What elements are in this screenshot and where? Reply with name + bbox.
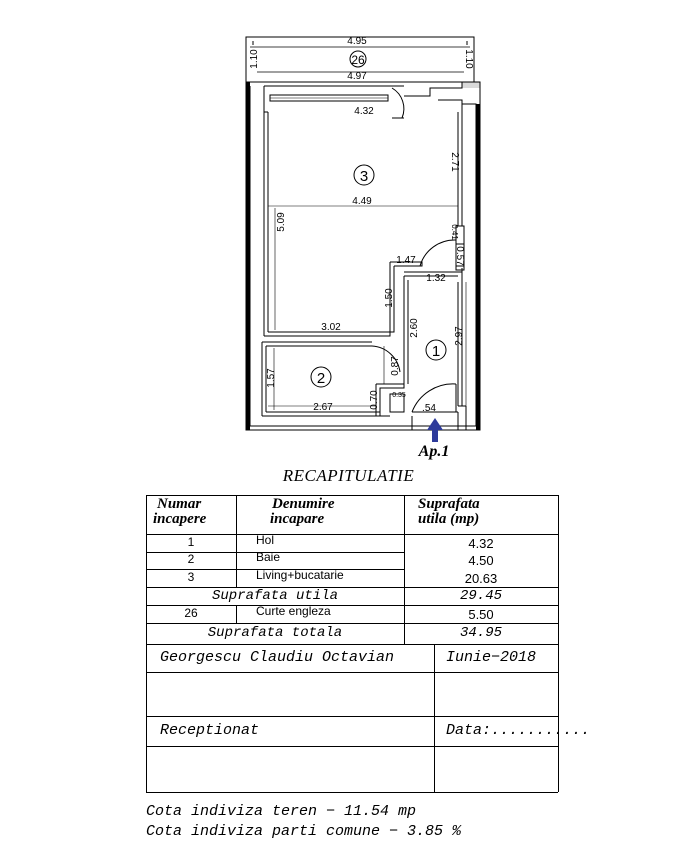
dim-top-height-right: 1.10 bbox=[463, 49, 474, 69]
header-name-line2: incapare bbox=[270, 511, 325, 527]
room-row-2-area: 4.50 bbox=[468, 553, 494, 568]
useful-area-label: Suprafata utila bbox=[211, 588, 339, 604]
dim-top-width: 4.95 bbox=[347, 36, 367, 47]
room-row-1-area: 4.32 bbox=[468, 536, 494, 551]
header-area-line1: Suprafata bbox=[418, 496, 480, 512]
dim-living-right-height: 2.71 bbox=[449, 152, 460, 172]
room-row-1-name: Hol bbox=[256, 533, 275, 547]
header-area-line2: utila (mp) bbox=[418, 511, 480, 527]
dim-hol-step-small: 0.41 bbox=[450, 224, 459, 240]
header-number bbox=[153, 497, 235, 527]
dim-baie-height: 1.57 bbox=[266, 368, 277, 388]
dim-baie-width: 2.67 bbox=[313, 402, 333, 413]
total-area-label: Suprafata totala bbox=[207, 625, 343, 641]
dim-hol-top-width-a: 1.47 bbox=[396, 255, 416, 266]
received-date-label: Data:........... bbox=[446, 722, 591, 739]
room-row-1-number: 1 bbox=[187, 535, 195, 549]
dim-curte-bottom-width: 4.97 bbox=[347, 71, 367, 82]
dim-kitchen-bottom-width: 3.02 bbox=[321, 322, 341, 333]
header-number-line2: incapere bbox=[153, 511, 207, 527]
received-label: Receptionat bbox=[160, 722, 260, 739]
header-number-line1: Numar bbox=[157, 496, 202, 512]
dim-hol-step-height: 0.57 bbox=[454, 246, 465, 266]
dim-baie-door-height: 0.87 bbox=[390, 356, 401, 376]
entrance-arrow bbox=[427, 418, 443, 442]
total-area-value: 34.95 bbox=[459, 625, 502, 641]
hol-door-arc bbox=[420, 240, 456, 266]
dim-top-height-left: 1.10 bbox=[249, 49, 260, 69]
room-number-baie: 2 bbox=[316, 370, 326, 387]
room-row-3-number: 3 bbox=[187, 570, 195, 584]
room-number-living: 3 bbox=[359, 168, 369, 185]
extra-row-number: 26 bbox=[184, 606, 198, 620]
dim-niche-height: 0.70 bbox=[369, 390, 380, 410]
header-name bbox=[270, 497, 400, 527]
dim-niche-small: 0.35 bbox=[392, 392, 406, 399]
room-row-3-name: Living+bucatarie bbox=[256, 568, 344, 582]
room-number-hol: 1 bbox=[431, 343, 441, 360]
recap-title: RECAPITULATIE bbox=[282, 466, 415, 485]
extra-row-name: Curte engleza bbox=[256, 604, 331, 618]
dim-hol-right-height: 2.97 bbox=[454, 326, 465, 346]
dim-living-top-width: 4.32 bbox=[354, 106, 374, 117]
footer-common-share: Cota indiviza parti comune − 3.85 % bbox=[146, 823, 462, 840]
outer-wall bbox=[246, 82, 480, 430]
room-row-3-area: 20.63 bbox=[464, 571, 498, 586]
dim-hol-top-width-b: 1.32 bbox=[426, 273, 446, 284]
author-date: Iunie−2018 bbox=[446, 649, 537, 666]
useful-area-value: 29.45 bbox=[459, 588, 502, 604]
author-name: Georgescu Claudiu Octavian bbox=[160, 649, 395, 666]
dim-living-left-height: 5.09 bbox=[276, 212, 287, 232]
dim-hol-left-height-b: 2.60 bbox=[409, 318, 420, 338]
living-door-arc bbox=[392, 88, 404, 118]
extra-row-area: 5.50 bbox=[468, 607, 494, 622]
room-number-curte: 26 bbox=[351, 53, 365, 67]
room-row-2-number: 2 bbox=[187, 552, 195, 566]
dim-hol-left-height-a: 1.50 bbox=[384, 288, 395, 308]
room-row-2-name: Baie bbox=[256, 550, 281, 564]
header-area bbox=[418, 497, 556, 527]
dim-entrance-width: .54 bbox=[422, 403, 436, 414]
dim-living-mid-width: 4.49 bbox=[352, 196, 372, 207]
header-name-line1: Denumire bbox=[272, 496, 335, 512]
footer-land-share: Cota indiviza teren − 11.54 mp bbox=[146, 803, 417, 820]
entrance-label: Ap.1 bbox=[418, 443, 450, 460]
